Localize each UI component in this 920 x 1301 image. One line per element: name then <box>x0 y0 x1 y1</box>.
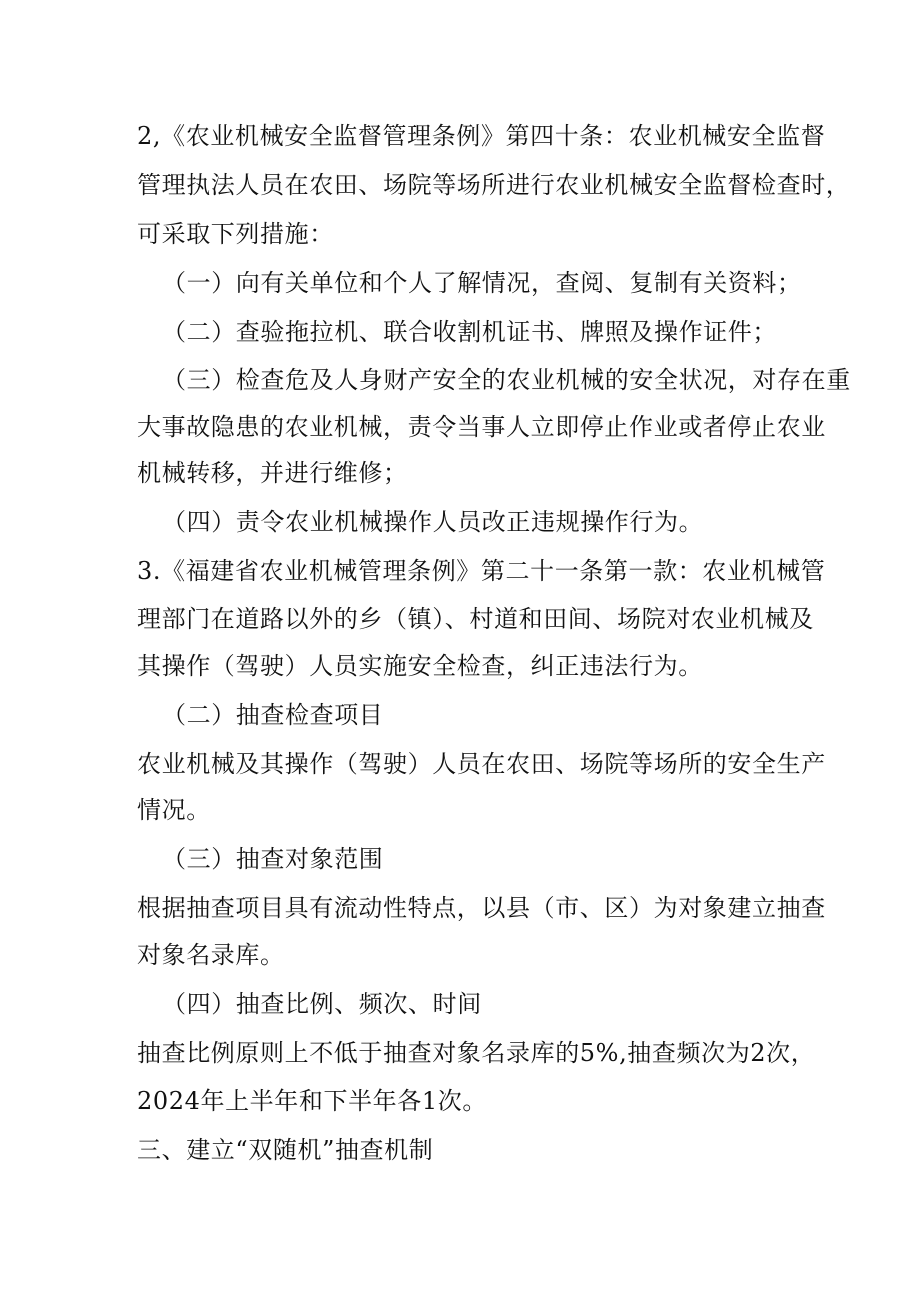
chapter-heading: 三、建立“双随机”抽查机制 <box>137 1136 434 1164</box>
list-item: （二）查验拖拉机、联合收割机证书、牌照及操作证件； <box>162 318 777 346</box>
paragraph-line: 对象名录库。 <box>137 941 285 969</box>
paragraph-line: 理部门在道路以外的乡（镇）、村道和田间、场院对农业机械及 <box>137 605 814 633</box>
list-item: （四）责令农业机械操作人员改正违规操作行为。 <box>162 508 704 536</box>
list-item: （三）检查危及人身财产安全的农业机械的安全状况，对存在重 <box>162 366 851 394</box>
paragraph-line: 2024年上半年和下半年各1次。 <box>137 1087 487 1115</box>
paragraph-line: 机械转移，并进行维修； <box>137 459 408 487</box>
paragraph-line: 情况。 <box>137 796 211 824</box>
paragraph-line: 可采取下列措施： <box>137 220 334 248</box>
section-heading: （三）抽查对象范围 <box>162 845 384 873</box>
paragraph-line: 农业机械及其操作（驾驶）人员在农田、场院等场所的安全生产 <box>137 750 826 778</box>
paragraph-line: 抽查比例原则上不低于抽查对象名录库的5%,抽查频次为2次， <box>137 1039 816 1067</box>
paragraph-line: 3.《福建省农业机械管理条例》第二十一条第一款：农业机械管 <box>137 557 826 585</box>
paragraph-line: 大事故隐患的农业机械，责令当事人立即停止作业或者停止农业 <box>137 413 826 441</box>
paragraph-line: 2,《农业机械安全监督管理条例》第四十条：农业机械安全监督 <box>137 122 826 150</box>
section-heading: （二）抽查检查项目 <box>162 701 384 729</box>
paragraph-line: 根据抽查项目具有流动性特点，以县（市、区）为对象建立抽查 <box>137 894 826 922</box>
section-heading: （四）抽查比例、频次、时间 <box>162 990 482 1018</box>
paragraph-line: 其操作（驾驶）人员实施安全检查，纠正违法行为。 <box>137 652 703 680</box>
list-item: （一）向有关单位和个人了解情况，查阅、复制有关资料； <box>162 269 802 297</box>
paragraph-line: 管理执法人员在农田、场院等场所进行农业机械安全监督检查时， <box>137 171 851 199</box>
